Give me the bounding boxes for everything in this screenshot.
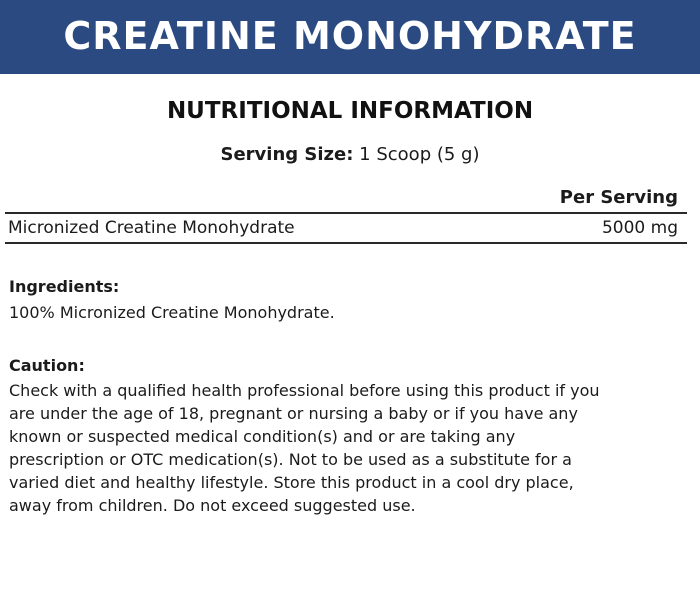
serving-size-line [0, 143, 700, 167]
ingredients-heading: Ingredients: [9, 277, 120, 296]
nutrient-amount: 5000 mg [601, 218, 678, 238]
caution-line: varied diet and healthy lifestyle. Store this product in a cool dry place, [9, 473, 574, 492]
product-banner [0, 0, 700, 74]
serving-size-value: 1 Scoop (5 g) [359, 144, 480, 165]
caution-line: known or suspected medical condition(s) and or are taking any [9, 427, 516, 446]
caution-line: prescription or OTC medication(s). Not to be used as a substitute for a [9, 450, 572, 469]
ingredients-text: 100% Micronized Creatine Monohydrate. [9, 303, 335, 322]
nutrient-name: Micronized Creatine Monohydrate [8, 218, 295, 238]
caution-line: are under the age of 18, pregnant or nursing a baby or if you have any [9, 404, 578, 423]
product-title: CREATINE MONOHYDRATE [63, 14, 637, 58]
per-serving-column-header: Per Serving [559, 187, 678, 208]
nutritional-information-heading: NUTRITIONAL INFORMATION [166, 98, 534, 124]
table-bottom-divider [5, 242, 687, 244]
caution-text [9, 379, 600, 517]
serving-size-label: Serving Size: [220, 144, 354, 165]
table-top-divider [5, 212, 687, 214]
caution-line: away from children. Do not exceed suggested use. [9, 496, 416, 515]
caution-line: Check with a qualified health professional before using this product if you [9, 381, 600, 400]
caution-heading: Caution: [9, 356, 85, 375]
